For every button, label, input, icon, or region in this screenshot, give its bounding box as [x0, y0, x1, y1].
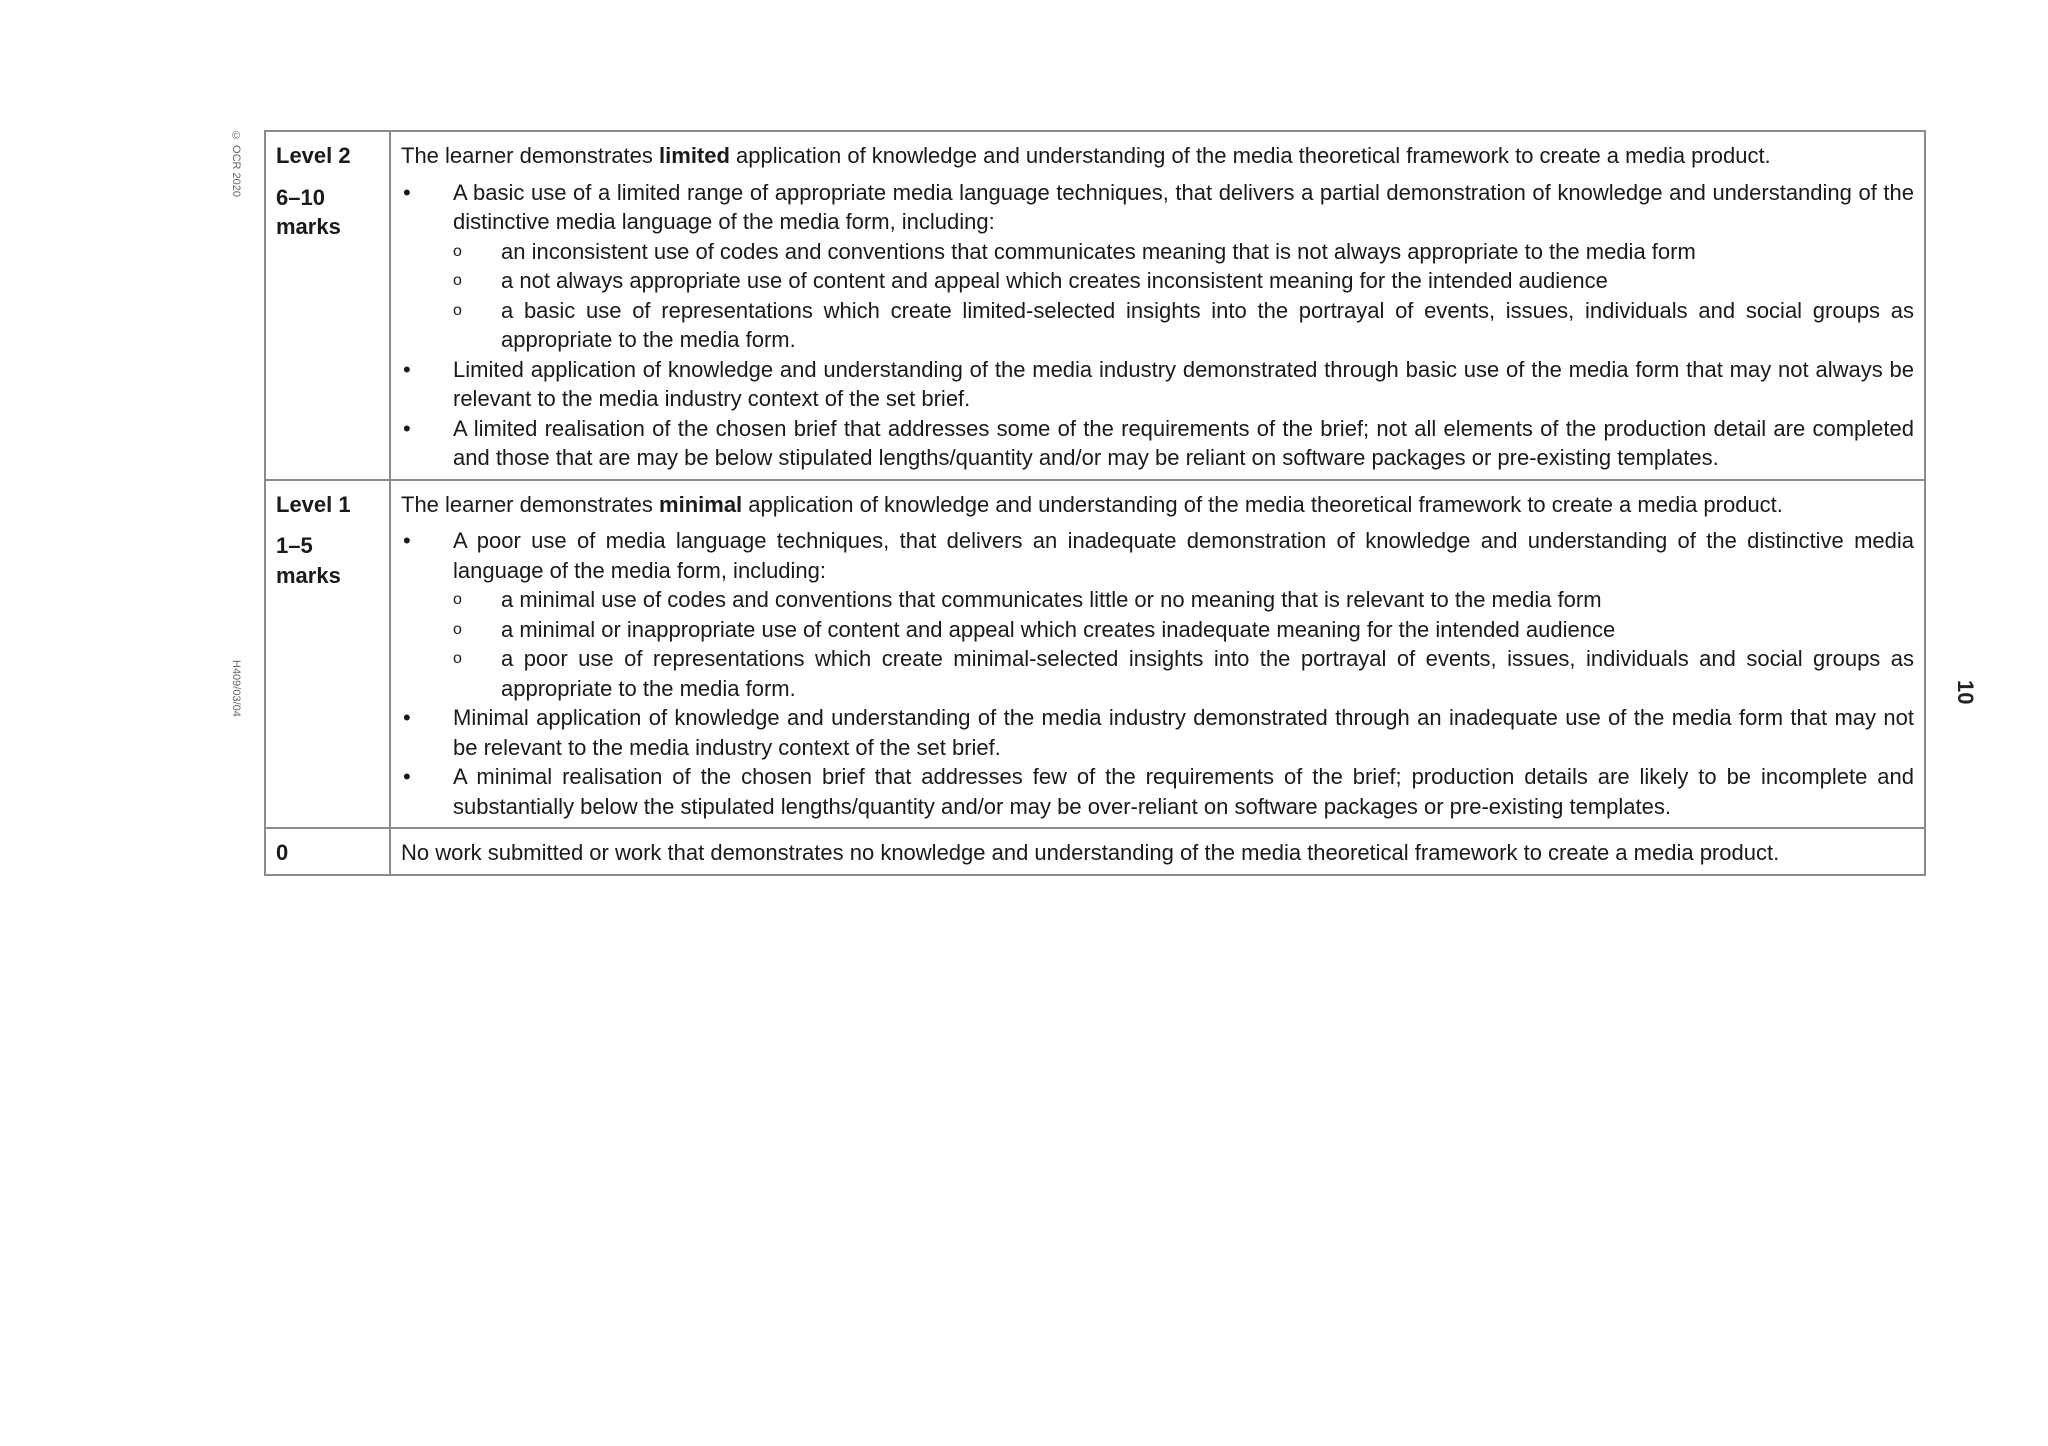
sub-criteria-item: o a minimal or inappropriate use of content and appeal which creates inadequate meaning for the intended audience — [451, 615, 1914, 645]
marks-word: marks — [276, 562, 341, 588]
marks-range: 6–10 — [276, 184, 325, 210]
level-label: Level 2 — [276, 143, 351, 168]
sub-criteria-item: o an inconsistent use of codes and conventions that communicates meaning that is not always appropriate to the media form — [451, 237, 1914, 267]
level-label: Level 1 — [276, 491, 351, 517]
intro-text: The learner demonstrates — [401, 491, 660, 517]
level-label: 0 — [276, 840, 289, 865]
intro-text: application of knowledge and understanding of the media theoretical framework to create a media product. — [729, 143, 1771, 168]
sub-criteria-list — [453, 585, 1914, 703]
descriptor-cell — [390, 480, 1925, 829]
descriptor-intro — [401, 490, 1914, 520]
level-cell — [265, 828, 390, 875]
criteria-item — [401, 178, 1914, 355]
intro-text: The learner demonstrates — [401, 143, 660, 168]
copyright-notice: © OCR 2020 — [230, 130, 242, 198]
marks-word: marks — [276, 214, 341, 239]
level-cell — [265, 131, 390, 480]
intro-emphasis: minimal — [659, 491, 743, 517]
criteria-item — [401, 526, 1914, 703]
marks-label — [276, 183, 379, 242]
sub-criteria-list — [453, 237, 1914, 355]
page-number: 10 — [1953, 680, 1978, 705]
criteria-item: • Limited application of knowledge and understanding of the media industry demonstrated through basic use of the media form that may not always be relevant to the media industry context of the set brief. — [401, 355, 1914, 414]
rubric-row-level-1 — [265, 480, 1925, 829]
criteria-text: A basic use of a limited range of appropriate media language techniques, that delivers a partial demonstration of knowledge and understanding of the distinctive media language of the media form, including: — [453, 179, 1914, 234]
sub-criteria-item: o a basic use of representations which create limited-selected insights into the portrayal of events, issues, individuals and social groups as appropriate to the media form. — [451, 296, 1914, 355]
marks-range: 1–5 — [276, 533, 313, 558]
sub-criteria-item: o a minimal use of codes and conventions that communicates little or no meaning that is relevant to the media form — [451, 585, 1914, 615]
descriptor-cell — [390, 828, 1925, 875]
sub-criteria-item: o a not always appropriate use of content and appeal which creates inconsistent meaning for the intended audience — [451, 266, 1914, 296]
marking-rubric-table — [264, 130, 1926, 876]
sub-criteria-item: o a poor use of representations which create minimal-selected insights into the portrayal of events, issues, individuals and social groups as appropriate to the media form. — [451, 644, 1914, 703]
marks-label — [276, 531, 379, 590]
criteria-text: A poor use of media language techniques, that delivers an inadequate demonstration of knowledge and understanding of the distinctive media language of the media form, including: — [453, 528, 1914, 583]
criteria-item: • Minimal application of knowledge and understanding of the media industry demonstrated through an inadequate use of the media form that may not be relevant to the media industry context of the set brief. — [401, 703, 1914, 762]
rubric-row-level-2 — [265, 131, 1925, 480]
intro-text: application of knowledge and understanding of the media theoretical framework to create a media product. — [742, 491, 1783, 517]
rubric-row-level-0 — [265, 828, 1925, 875]
descriptor-text: No work submitted or work that demonstrates no knowledge and understanding of the media theoretical framework to create a media product. — [401, 840, 1780, 865]
descriptor-cell — [390, 131, 1925, 480]
document-code: H409/03/04 — [230, 660, 242, 717]
intro-emphasis: limited — [659, 143, 730, 168]
descriptor-intro — [401, 141, 1914, 171]
criteria-list — [401, 526, 1914, 821]
criteria-list — [401, 178, 1914, 473]
criteria-item: • A limited realisation of the chosen brief that addresses some of the requirements of the brief; not all elements of the production detail are completed and those that are may be below stipulated lengths/quantity and/or may be reliant on software packages or pre-existing templates. — [401, 414, 1914, 473]
level-cell — [265, 480, 390, 829]
criteria-item: • A minimal realisation of the chosen brief that addresses few of the requirements of the brief; production details are likely to be incomplete and substantially below the stipulated lengths/quantity and/or may be over-reliant on software packages or pre-existing templates. — [401, 762, 1914, 821]
